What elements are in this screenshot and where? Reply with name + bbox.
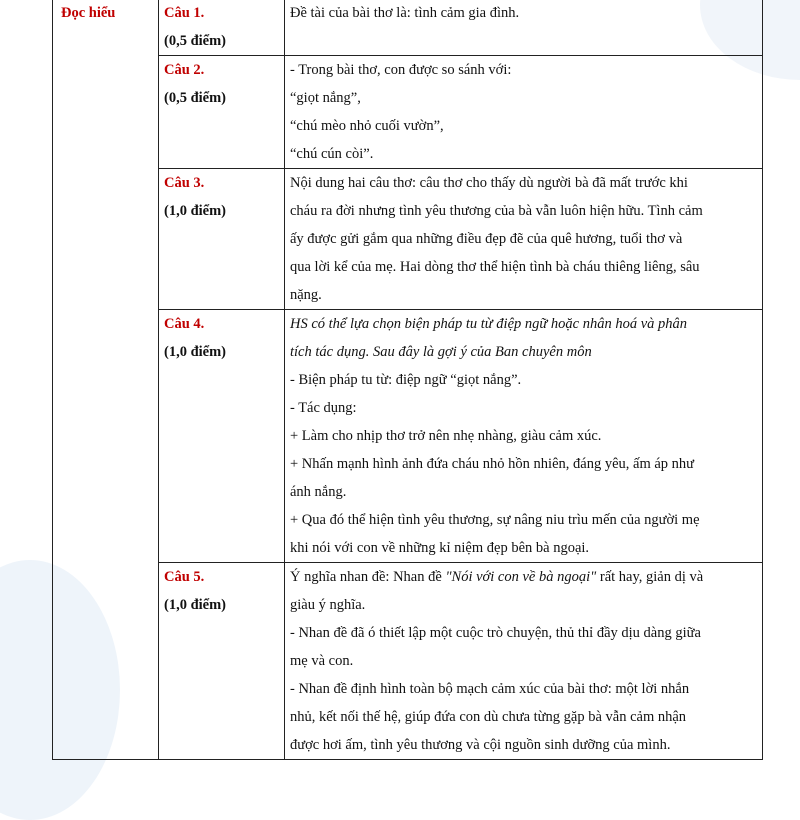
table-row [53,169,763,310]
question-score: (1,0 điểm) [164,203,227,219]
answer-table [52,0,763,760]
answer-cell [285,56,763,169]
answer-line: “chú mèo nhỏ cuối vườn”, [290,118,444,134]
answer-line: - Biện pháp tu từ: điệp ngữ “giọt nắng”. [290,372,522,388]
answer-cell [285,310,763,563]
answer-line: ấy được gửi gắm qua những điều đẹp đẽ của quê hương, tuổi thơ và [290,231,683,247]
answer-line: - Nhan đề định hình toàn bộ mạch cảm xúc của bài thơ: một lời nhắn [290,681,690,697]
question-score: (1,0 điểm) [164,344,227,360]
answer-text: Ý nghĩa nhan đề: Nhan đề [290,569,446,585]
answer-cell [285,0,763,56]
question-number: Câu 3. [164,175,205,191]
table-row [53,310,763,563]
question-cell [159,56,285,169]
question-score: (0,5 điểm) [164,33,227,49]
question-number: Câu 2. [164,62,205,78]
question-cell [159,310,285,563]
question-score: (0,5 điểm) [164,90,227,106]
answer-line: Nội dung hai câu thơ: câu thơ cho thấy dù người bà đã mất trước khi [290,175,688,191]
answer-line: Đề tài của bài thơ là: tình cảm gia đình. [290,5,520,21]
table-row [53,563,763,760]
question-score: (1,0 điểm) [164,597,227,613]
answer-line: + Làm cho nhịp thơ trở nên nhẹ nhàng, giàu cảm xúc. [290,428,602,444]
section-label: Đọc hiểu [53,0,159,760]
poem-title: "Nói với con về bà ngoại" [445,569,597,585]
question-number: Câu 1. [164,5,205,21]
answer-line: ánh nắng. [290,484,347,500]
answer-line: + Qua đó thể hiện tình yêu thương, sự nâng niu trìu mến của người mẹ [290,512,700,528]
answer-line: “giọt nắng”, [290,90,361,106]
table-row [53,0,763,56]
answer-line: giàu ý nghĩa. [290,597,366,613]
answer-line: - Nhan đề đã ó thiết lập một cuộc trò chuyện, thủ thỉ đầy dịu dàng giữa [290,625,701,641]
question-cell [159,0,285,56]
answer-line: “chú cún còi”. [290,146,374,162]
question-cell [159,563,285,760]
answer-line: nặng. [290,287,322,303]
question-cell [159,169,285,310]
answer-line: - Tác dụng: [290,400,357,416]
question-number: Câu 4. [164,316,205,332]
answer-line: + Nhấn mạnh hình ảnh đứa cháu nhỏ hồn nhiên, đáng yêu, ấm áp như [290,456,695,472]
answer-line: - Trong bài thơ, con được so sánh với: [290,62,512,78]
table-row [53,56,763,169]
answer-intro-line: HS có thể lựa chọn biện pháp tu từ điệp ngữ hoặc nhân hoá và phân [290,316,688,332]
answer-line: cháu ra đời nhưng tình yêu thương của bà vẫn luôn hiện hữu. Tình cảm [290,203,703,219]
answer-line [290,563,757,591]
answer-line: được hơi ấm, tình yêu thương và cội nguồn sinh dưỡng của mình. [290,737,671,753]
answer-intro-line: tích tác dụng. Sau đây là gợi ý của Ban chuyên môn [290,344,592,360]
answer-text: rất hay, giản dị và [596,569,704,585]
answer-line: khi nói với con về những kỉ niệm đẹp bên bà ngoại. [290,540,590,556]
answer-cell [285,563,763,760]
answer-cell [285,169,763,310]
answer-line: nhủ, kết nối thế hệ, giúp đứa con dù chưa từng gặp bà vẫn cảm nhận [290,709,687,725]
question-number: Câu 5. [164,569,205,585]
answer-line: mẹ và con. [290,653,354,669]
answer-line: qua lời kể của mẹ. Hai dòng thơ thể hiện tình bà cháu thiêng liêng, sâu [290,259,700,275]
